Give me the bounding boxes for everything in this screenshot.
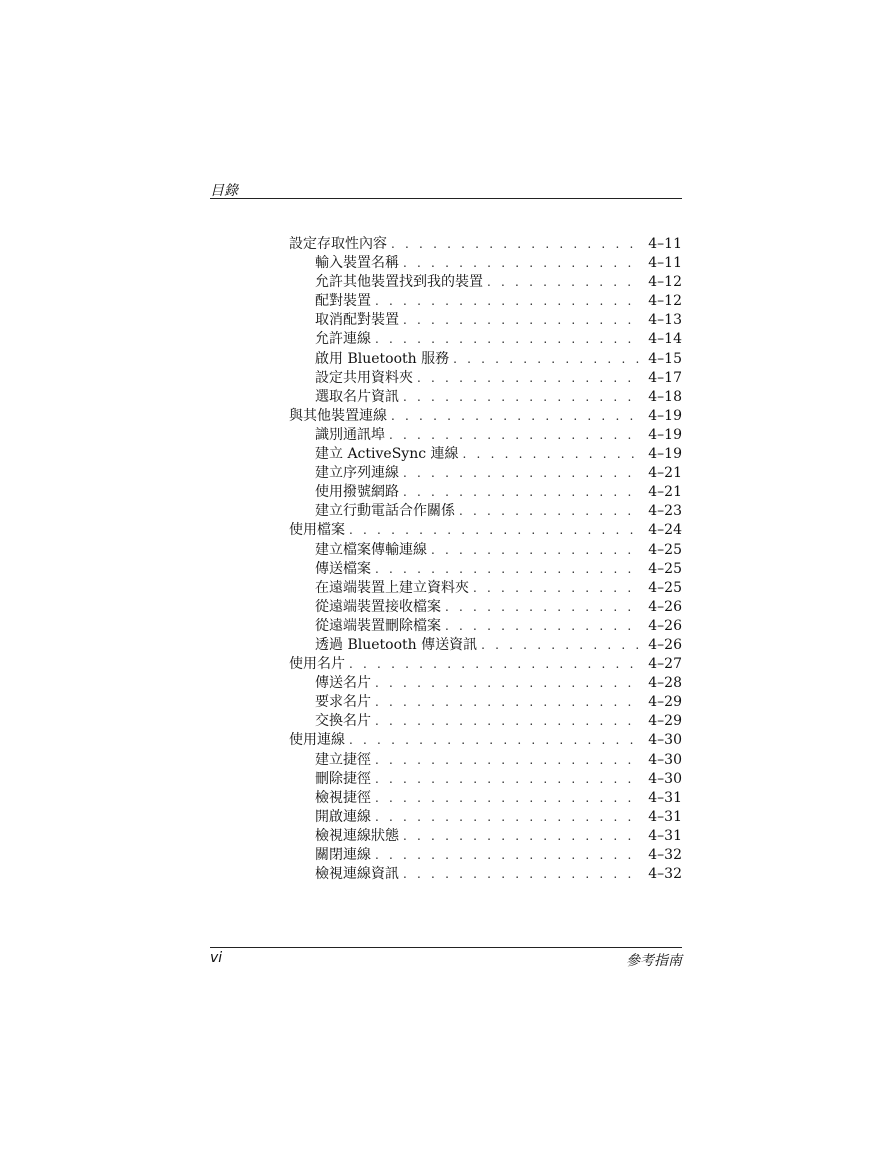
toc-subsection-entry <box>289 693 682 712</box>
toc-dot-leader <box>375 808 642 827</box>
toc-entry-page: 4–12 <box>648 274 682 291</box>
toc-dot-leader <box>473 579 642 598</box>
toc-subsection-entry <box>289 254 682 273</box>
toc-entry-title: 透過 Bluetooth 傳送資訊 <box>315 636 478 653</box>
toc-entry-title: 交換名片 <box>315 713 371 730</box>
toc-entry-title: 允許連線 <box>315 331 371 348</box>
toc-dot-leader <box>375 751 642 770</box>
toc-section-entry <box>289 235 682 254</box>
toc-subsection-entry <box>289 598 682 617</box>
toc-entry-title: 傳送檔案 <box>315 560 371 577</box>
toc-entry-page: 4–13 <box>648 312 682 329</box>
toc-entry-page: 4–11 <box>648 255 682 272</box>
toc-subsection-entry <box>289 273 682 292</box>
toc-entry-page: 4–15 <box>648 350 682 367</box>
toc-entry-title: 使用連線 <box>289 732 345 749</box>
toc-subsection-entry <box>289 292 682 311</box>
toc-dot-leader <box>417 369 642 388</box>
toc-dot-leader <box>487 273 642 292</box>
toc-dot-leader <box>453 350 642 369</box>
toc-entry-page: 4–11 <box>648 236 682 252</box>
toc-entry-page: 4–26 <box>648 598 682 615</box>
toc-dot-leader <box>375 674 642 693</box>
toc-dot-leader <box>403 388 642 407</box>
toc-subsection-entry <box>289 827 682 846</box>
footer-rule <box>210 947 682 948</box>
toc-dot-leader <box>481 636 642 655</box>
toc-entry-page: 4–27 <box>648 656 682 673</box>
toc-entry-page: 4–12 <box>648 293 682 310</box>
toc-entry-title: 與其他裝置連線 <box>289 407 387 424</box>
toc-dot-leader <box>463 445 642 464</box>
toc-subsection-entry <box>289 674 682 693</box>
toc-entry-page: 4–29 <box>648 694 682 711</box>
running-header-title: 目錄 <box>210 183 238 199</box>
toc-subsection-entry <box>289 617 682 636</box>
toc-dot-leader <box>403 464 642 483</box>
toc-entry-page: 4–31 <box>648 808 682 825</box>
toc-entry-page: 4–25 <box>648 560 682 577</box>
toc-subsection-entry <box>289 311 682 330</box>
toc-entry-title: 使用撥號網路 <box>315 484 399 501</box>
toc-entry-page: 4–26 <box>648 617 682 634</box>
toc-entry-title: 設定存取性內容 <box>289 236 387 252</box>
toc-entry-page: 4–23 <box>648 503 682 520</box>
toc-dot-leader <box>403 311 642 330</box>
toc-entry-title: 允許其他裝置找到我的裝置 <box>315 274 483 291</box>
toc-entry-page: 4–24 <box>648 522 682 539</box>
toc-entry-page: 4–19 <box>648 446 682 463</box>
toc-subsection-entry <box>289 388 682 407</box>
toc-subsection-entry <box>289 445 682 464</box>
toc-entry-title: 選取名片資訊 <box>315 388 399 405</box>
toc-entry-title: 輸入裝置名稱 <box>315 255 399 272</box>
toc-subsection-entry <box>289 330 682 349</box>
toc-entry-title: 檢視連線資訊 <box>315 866 399 883</box>
toc-entry-title: 設定共用資料夾 <box>315 369 413 386</box>
toc-dot-leader <box>391 407 642 426</box>
toc-entry-page: 4–28 <box>648 675 682 692</box>
toc-entry-page: 4–21 <box>648 484 682 501</box>
toc-subsection-entry <box>289 579 682 598</box>
toc-entry-page: 4–32 <box>648 866 682 883</box>
toc-entry-title: 配對裝置 <box>315 293 371 310</box>
toc-dot-leader <box>403 865 642 884</box>
toc-entry-title: 建立檔案傳輸連線 <box>315 541 427 558</box>
toc-entry-page: 4–29 <box>648 713 682 730</box>
toc-dot-leader <box>459 502 642 521</box>
toc-dot-leader <box>375 292 642 311</box>
toc-dot-leader <box>375 789 642 808</box>
footer-page-number: vi <box>210 950 223 966</box>
header-rule <box>210 198 682 199</box>
toc-entry-title: 建立序列連線 <box>315 465 399 482</box>
toc-dot-leader <box>375 330 642 349</box>
toc-entry-page: 4–25 <box>648 579 682 596</box>
table-of-contents <box>289 235 682 884</box>
toc-entry-page: 4–30 <box>648 770 682 787</box>
toc-entry-title: 使用檔案 <box>289 522 345 539</box>
toc-dot-leader <box>445 598 642 617</box>
toc-dot-leader <box>375 770 642 789</box>
toc-section-entry <box>289 731 682 750</box>
toc-entry-page: 4–18 <box>648 388 682 405</box>
toc-section-entry <box>289 655 682 674</box>
toc-subsection-entry <box>289 464 682 483</box>
toc-entry-title: 取消配對裝置 <box>315 312 399 329</box>
toc-entry-title: 建立行動電話合作關係 <box>315 503 455 520</box>
toc-entry-page: 4–19 <box>648 407 682 424</box>
toc-dot-leader <box>403 827 642 846</box>
toc-entry-page: 4–26 <box>648 636 682 653</box>
toc-dot-leader <box>375 712 642 731</box>
toc-dot-leader <box>349 731 642 750</box>
toc-entry-title: 建立捷徑 <box>315 751 371 768</box>
toc-section-entry <box>289 521 682 540</box>
toc-entry-title: 要求名片 <box>315 694 371 711</box>
toc-entry-page: 4–30 <box>648 751 682 768</box>
toc-subsection-entry <box>289 770 682 789</box>
toc-entry-page: 4–31 <box>648 789 682 806</box>
toc-entry-title: 關閉連線 <box>315 847 371 863</box>
toc-entry-page: 4–19 <box>648 426 682 443</box>
toc-subsection-entry <box>289 789 682 808</box>
toc-subsection-entry <box>289 865 682 884</box>
toc-dot-leader <box>403 483 642 502</box>
toc-entry-page: 4–31 <box>648 827 682 844</box>
toc-subsection-entry <box>289 350 682 369</box>
toc-entry-page: 4–32 <box>648 847 682 863</box>
toc-section-entry <box>289 407 682 426</box>
toc-dot-leader <box>445 617 642 636</box>
toc-dot-leader <box>375 846 642 865</box>
toc-subsection-entry <box>289 369 682 388</box>
toc-entry-title: 使用名片 <box>289 656 345 673</box>
toc-subsection-entry <box>289 502 682 521</box>
toc-subsection-entry <box>289 483 682 502</box>
toc-dot-leader <box>375 560 642 579</box>
toc-entry-title: 識別通訊埠 <box>315 426 385 443</box>
toc-subsection-entry <box>289 560 682 579</box>
toc-entry-title: 從遠端裝置接收檔案 <box>315 598 441 615</box>
toc-entry-title: 啟用 Bluetooth 服務 <box>315 350 450 367</box>
toc-dot-leader <box>349 521 642 540</box>
toc-entry-page: 4–30 <box>648 732 682 749</box>
toc-entry-title: 在遠端裝置上建立資料夾 <box>315 579 469 596</box>
toc-entry-page: 4–17 <box>648 369 682 386</box>
toc-entry-title: 刪除捷徑 <box>315 770 371 787</box>
footer-book-title: 參考指南 <box>626 953 682 969</box>
toc-entry-page: 4–14 <box>648 331 682 348</box>
toc-entry-page: 4–21 <box>648 465 682 482</box>
toc-dot-leader <box>431 541 642 560</box>
toc-entry-title: 建立 ActiveSync 連線 <box>315 446 459 463</box>
toc-subsection-entry <box>289 751 682 770</box>
toc-subsection-entry <box>289 712 682 731</box>
toc-entry-title: 從遠端裝置刪除檔案 <box>315 617 441 634</box>
toc-subsection-entry <box>289 636 682 655</box>
toc-dot-leader <box>375 693 642 712</box>
toc-subsection-entry <box>289 808 682 827</box>
toc-dot-leader <box>389 426 642 445</box>
toc-subsection-entry <box>289 846 682 865</box>
toc-entry-title: 檢視連線狀態 <box>315 827 399 844</box>
toc-entry-title: 檢視捷徑 <box>315 789 371 806</box>
toc-subsection-entry <box>289 426 682 445</box>
toc-dot-leader <box>349 655 642 674</box>
toc-entry-page: 4–25 <box>648 541 682 558</box>
toc-entry-title: 開啟連線 <box>315 808 371 825</box>
toc-subsection-entry <box>289 541 682 560</box>
toc-dot-leader <box>391 235 642 254</box>
toc-entry-title: 傳送名片 <box>315 675 371 692</box>
toc-dot-leader <box>403 254 642 273</box>
